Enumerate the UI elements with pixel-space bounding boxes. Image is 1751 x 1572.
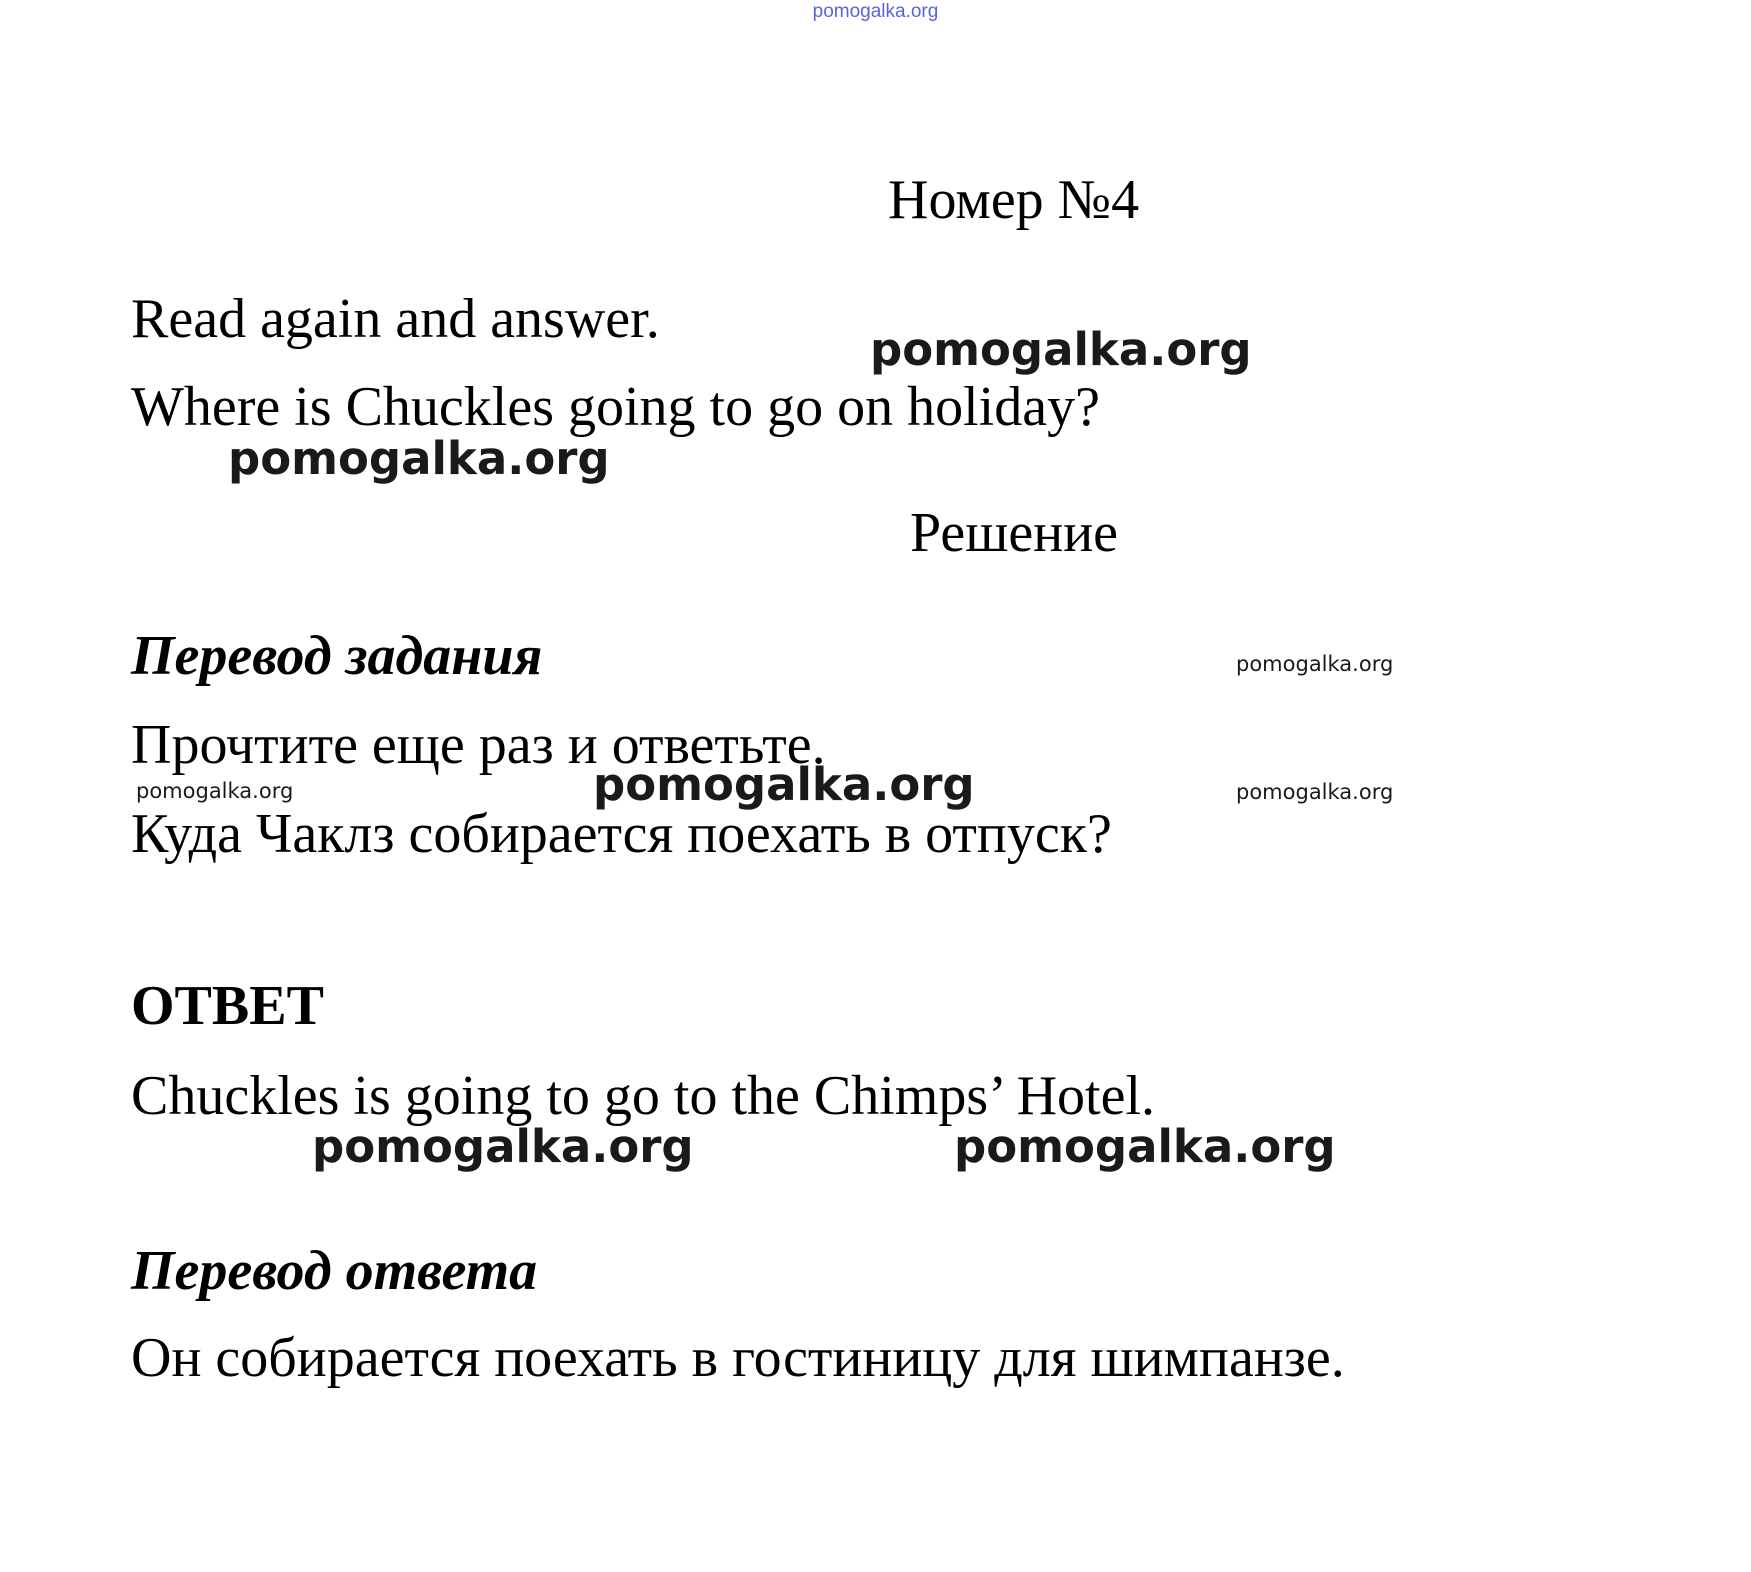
task-translation-heading: Перевод задания	[131, 625, 543, 687]
watermark: pomogalka.org	[136, 779, 294, 803]
task-instruction-en: Read again and answer.	[131, 288, 660, 350]
answer-en: Chuckles is going to go to the Chimps’ Hotel.	[131, 1065, 1156, 1127]
task-question-ru: Куда Чаклз собирается поехать в отпуск?	[131, 803, 1112, 865]
watermark: pomogalka.org	[593, 758, 975, 811]
task-question-en: Where is Chuckles going to go on holiday?	[131, 376, 1100, 438]
watermark: pomogalka.org	[228, 432, 610, 485]
source-link[interactable]: pomogalka.org	[812, 1, 939, 22]
watermark: pomogalka.org	[870, 323, 1252, 376]
answer-translation-heading: Перевод ответа	[131, 1240, 538, 1302]
answer-ru: Он собирается поехать в гостиницу для шимпанзе.	[131, 1327, 1345, 1389]
watermark: pomogalka.org	[1236, 780, 1394, 804]
task-instruction-ru: Прочтите еще раз и ответьте.	[131, 714, 826, 776]
solution-title: Решение	[910, 502, 1119, 564]
watermark: pomogalka.org	[312, 1120, 694, 1173]
task-number-title: Номер №4	[888, 169, 1140, 231]
watermark: pomogalka.org	[954, 1120, 1336, 1173]
answer-heading: ОТВЕТ	[131, 975, 324, 1037]
watermark: pomogalka.org	[1236, 652, 1394, 676]
